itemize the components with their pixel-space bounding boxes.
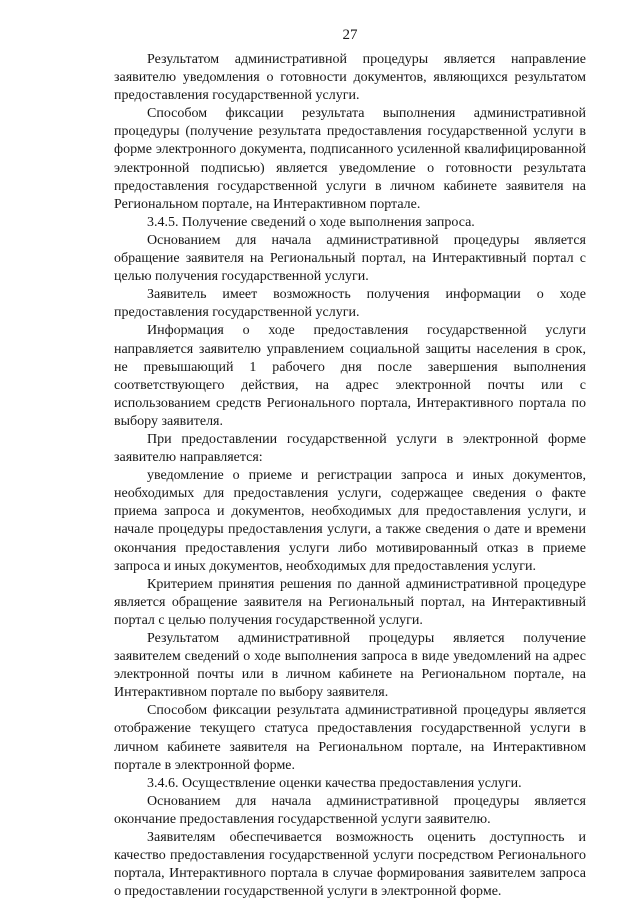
paragraph-quality-evaluation: Заявителям обеспечивается возможность оценить доступность и качество предоставления государственной услуги посредством Регионального портала, Интерактивного портала в случае формирования заявителем запроса о предоставлении государственной услуги в электронной форме.	[114, 830, 586, 900]
section-heading-3-4-6: 3.4.6. Осуществление оценки качества предоставления услуги.	[147, 775, 522, 791]
section-heading-3-4-5: 3.4.5. Получение сведений о ходе выполнения запроса.	[147, 214, 475, 230]
paragraph-applicant-info: Заявитель имеет возможность получения информации о ходе предоставления государственной услуги.	[114, 287, 586, 321]
paragraph-result-fixation: Способом фиксации результата выполнения административной процедуры (получение результата предоставления государственной услуги в форме электронного документа, подписанного усиленной квалифицированной электронной подписью) является уведомление о готовности результата предоставления государственной услуги в личном кабинете заявителя на Региональном портале, на Интерактивном портале.	[114, 106, 586, 212]
paragraph-result-notification: Результатом административной процедуры является направление заявителю уведомления о готовности документов, являющихся результатом предоставления государственной услуги.	[114, 52, 586, 104]
paragraph-decision-criterion: Критерием принятия решения по данной административной процедуре является обращение заявителя на Региональный портал, на Интерактивный портал с целью получения государственной услуги.	[114, 576, 586, 628]
paragraph-receipt-notification: уведомление о приеме и регистрации запроса и иных документов, необходимых для предоставления услуги, содержащее сведения о факте приема запроса и документов, необходимых для предоставления услуги, и начале процедуры предоставления услуги, а также сведения о дате и времени окончания предоставления услуги либо мотивированный отказ в приеме запроса и иных документов, необходимых для предоставления услуги.	[114, 468, 586, 574]
paragraph-status-fixation: Способом фиксации результата административной процедуры является отображение текущего статуса предоставления государственной услуги в личном кабинете заявителя на Региональном портале, на Интерактивном портале в электронной форме.	[114, 703, 586, 773]
page-number: 27	[342, 27, 358, 43]
paragraph-evaluation-basis: Основанием для начала административной процедуры является окончание предоставления государственной услуги заявителю.	[114, 793, 586, 827]
paragraph-procedure-result: Результатом административной процедуры является получение заявителем сведений о ходе выполнения запроса в виде уведомлений на адрес электронной почты или в личном кабинете на Региональном портале, на Интерактивном портале по выбору заявителя.	[114, 631, 586, 701]
paragraph-info-delivery: Информация о ходе предоставления государственной услуги направляется заявителю управлением социальной защиты населения в срок, не превышающий 1 рабочего дня после завершения выполнения соответствующего действия, на адрес электронной почты или с использованием средств Регионального портала, Интерактивного портала по выбору заявителя.	[114, 323, 586, 429]
paragraph-basis: Основанием для начала административной процедуры является обращение заявителя на Региональный портал, на Интерактивный портал с целью получения государственной услуги.	[114, 232, 586, 285]
document-page	[114, 26, 586, 901]
paragraph-electronic-form: При предоставлении государственной услуги в электронной форме заявителю направляется:	[114, 431, 586, 466]
